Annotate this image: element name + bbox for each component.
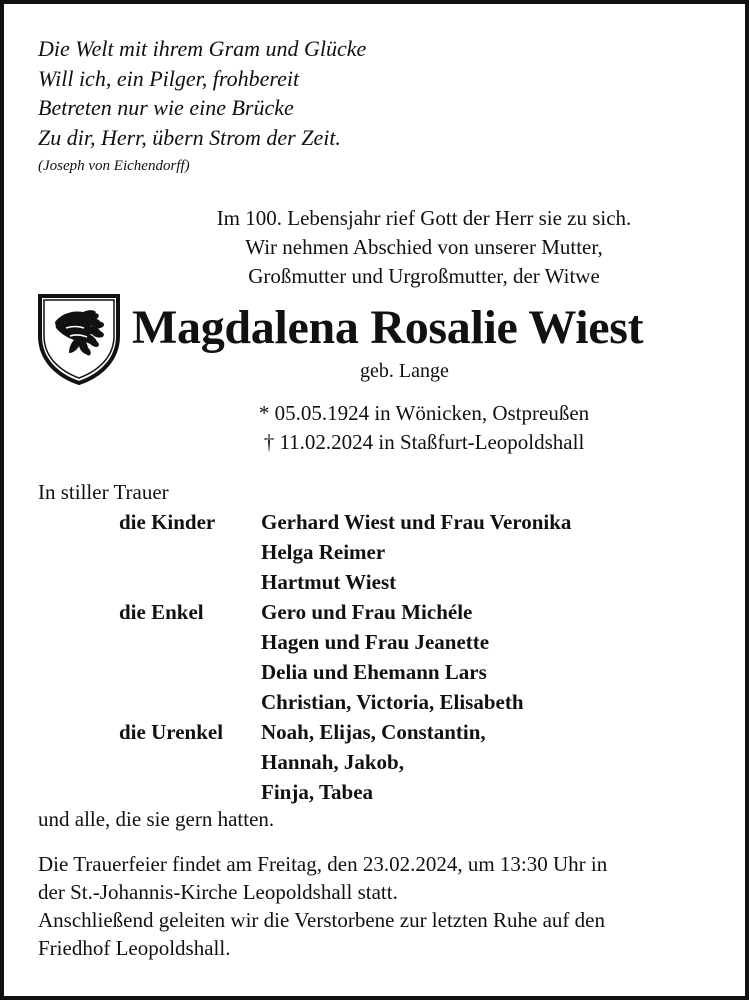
poem <box>38 34 366 152</box>
mourner-name: Finja, Tabea <box>261 780 374 804</box>
poem-line: Betreten nur wie eine Brücke <box>38 95 294 120</box>
group-names <box>261 717 486 807</box>
poem-line: Will ich, ein Pilger, frohbereit <box>38 65 300 91</box>
intro-text <box>124 204 724 291</box>
service-line: Die Trauerfeier findet am Freitag, den 23.02.2024, um 13:30 Uhr in <box>38 852 608 876</box>
service-line: Friedhof Leopoldshall. <box>38 936 231 960</box>
service-line: Anschließend geleiten wir die Verstorbene zur letzten Ruhe auf den <box>38 908 605 932</box>
group-names <box>261 597 524 717</box>
group-label: die Enkel <box>119 600 204 624</box>
closing-line: und alle, die sie gern hatten. <box>38 807 275 831</box>
mourner-name: Noah, Elijas, Constantin, <box>261 720 486 744</box>
deceased-name: Magdalena Rosalie Wiest <box>132 301 644 354</box>
mourner-name: Hagen und Frau Jeanette <box>261 630 490 654</box>
death-date: † 11.02.2024 in Staßfurt-Leopoldshall <box>263 430 585 454</box>
mourner-name: Hannah, Jakob, <box>261 750 404 774</box>
mourner-name: Christian, Victoria, Elisabeth <box>261 690 524 714</box>
mourners-list <box>119 507 571 807</box>
mourner-name: Gero und Frau Michéle <box>261 600 473 624</box>
funeral-service-info <box>38 850 738 962</box>
mourner-name: Helga Reimer <box>261 540 386 564</box>
mourner-group-grandchildren <box>119 597 571 717</box>
service-line: der St.-Johannis-Kirche Leopoldshall statt. <box>38 880 398 904</box>
intro-line: Im 100. Lebensjahr rief Gott der Herr sie zu sich. <box>216 206 632 230</box>
mourner-group-children <box>119 507 571 597</box>
poem-line: Die Welt mit ihrem Gram und Glücke <box>38 36 367 61</box>
group-names <box>261 507 571 597</box>
mourner-name: Hartmut Wiest <box>261 570 397 594</box>
intro-line: Wir nehmen Abschied von unserer Mutter, <box>245 235 603 259</box>
life-dates <box>124 399 724 457</box>
intro-line: Großmutter und Urgroßmutter, der Witwe <box>248 264 600 288</box>
group-label: die Kinder <box>119 510 216 534</box>
mourner-name: Gerhard Wiest und Frau Veronika <box>261 510 572 534</box>
mourner-name: Delia und Ehemann Lars <box>261 660 487 684</box>
poem-attribution: (Joseph von Eichendorff) <box>38 158 190 174</box>
birth-date: * 05.05.1924 in Wönicken, Ostpreußen <box>258 401 590 425</box>
mourning-intro: In stiller Trauer <box>38 480 169 504</box>
group-label: die Urenkel <box>119 720 224 744</box>
eagle-wing-coat-of-arms-icon <box>36 292 122 386</box>
maiden-name: geb. Lange <box>360 360 449 382</box>
mourner-group-great-grandchildren <box>119 717 571 807</box>
poem-line: Zu dir, Herr, übern Strom der Zeit. <box>38 124 341 150</box>
